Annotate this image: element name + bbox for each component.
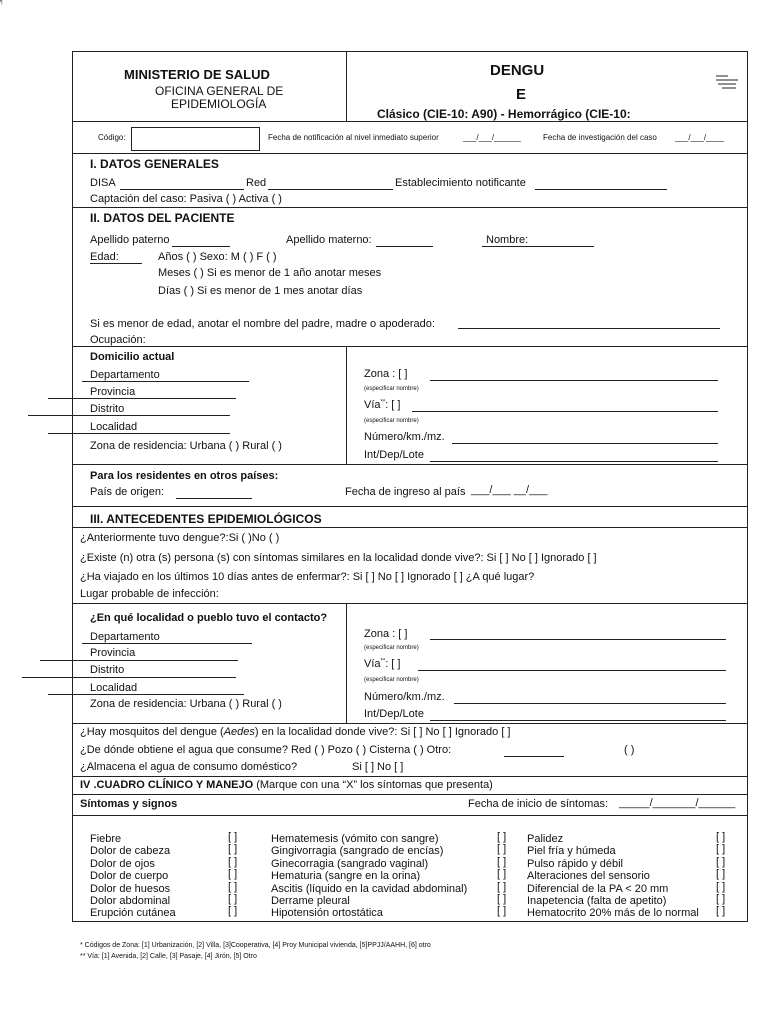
q-mosquitoes-italic: Aedes: [223, 726, 255, 738]
paternal-label: Apellido paterno: [90, 234, 170, 246]
q-similar-symptoms: ¿Existe (n) otra (s) persona (s) con síntomas similares en la localidad donde vive?: Si [ ] No [ ] Ignorado [ ]: [80, 552, 597, 564]
contact-int-field[interactable]: [430, 720, 726, 721]
notification-date-label: Fecha de notificación al nivel inmediato superior: [268, 133, 439, 142]
rule: [72, 815, 748, 816]
disa-label: DISA: [90, 177, 116, 189]
symptom-label: Alteraciones del sensorio: [527, 870, 650, 882]
red-field[interactable]: [268, 189, 393, 190]
onset-label: Fecha de inicio de síntomas:: [468, 798, 609, 810]
rule: [72, 153, 748, 154]
frame-right: [747, 51, 748, 921]
paternal-field[interactable]: [172, 246, 230, 247]
symptom-checkbox[interactable]: [ ]: [228, 905, 238, 917]
establishment-label: Establecimiento notificante: [395, 177, 526, 189]
domicile-zone-type: Zona de residencia: Urbana ( ) Rural ( ): [90, 440, 282, 452]
signs-title: Síntomas y signos: [80, 798, 178, 810]
symptom-checkbox[interactable]: [ ]: [228, 843, 238, 855]
age-field[interactable]: [90, 263, 142, 264]
origin-field[interactable]: [176, 498, 252, 499]
domicile-province: Provincia: [90, 386, 136, 398]
symptom-checkbox[interactable]: [ ]: [497, 881, 507, 893]
domicile-zone-field[interactable]: [430, 380, 718, 381]
symptom-label: Inapetencia (falta de apetito): [527, 895, 667, 907]
symptom-checkbox[interactable]: [ ]: [497, 843, 507, 855]
q-infection-place: Lugar probable de infección:: [80, 588, 219, 600]
contact-divider: [346, 603, 347, 723]
contact-via-specify: (especificar nombre): [364, 677, 419, 683]
symptom-label: Dolor abdominal: [90, 895, 171, 907]
symptom-checkbox[interactable]: [ ]: [497, 831, 507, 843]
ministry-name: MINISTERIO DE SALUD: [124, 67, 270, 82]
symptom-checkbox[interactable]: [ ]: [716, 868, 726, 880]
domicile-province-field[interactable]: [48, 398, 236, 399]
maternal-field[interactable]: [376, 246, 433, 247]
origin-label: País de origen:: [90, 486, 164, 498]
symptom-label: Dolor de cabeza: [90, 845, 171, 857]
entry-date-field[interactable]: ___/___ __/___: [471, 484, 548, 496]
domicile-via-specify: (especificar nombre): [364, 418, 419, 424]
contact-via-field[interactable]: [418, 670, 726, 671]
symptom-checkbox[interactable]: [ ]: [716, 905, 726, 917]
symptom-checkbox[interactable]: [ ]: [716, 843, 726, 855]
domicile-title: Domicilio actual: [90, 351, 175, 363]
symptom-label: Gingivorragia (sangrado de encías): [271, 845, 444, 857]
contact-district: Distrito: [90, 664, 125, 676]
symptom-checkbox[interactable]: [ ]: [497, 905, 507, 917]
symptom-checkbox[interactable]: [ ]: [228, 831, 238, 843]
symptom-checkbox[interactable]: [ ]: [716, 831, 726, 843]
symptom-label: Piel fría y húmeda: [527, 845, 616, 857]
rule: [72, 207, 748, 208]
symptom-checkbox[interactable]: [ ]: [228, 856, 238, 868]
age-days: Días ( ) Si es menor de 1 mes anotar días: [158, 285, 363, 297]
contact-province: Provincia: [90, 647, 136, 659]
symptom-checkbox[interactable]: [ ]: [716, 856, 726, 868]
domicile-department: Departamento: [90, 369, 160, 381]
rule: [72, 794, 748, 795]
symptom-label: Hipotensión ortostática: [271, 907, 383, 919]
frame-top: [72, 51, 748, 52]
minor-guardian-label: Si es menor de edad, anotar el nombre del padre, madre o apoderado:: [90, 318, 435, 330]
symptom-label: Ginecorragia (sangrado vaginal): [271, 858, 429, 870]
symptom-label: Dolor de ojos: [90, 858, 155, 870]
captation-label: Captación del caso: Pasiva ( ) Activa ( ): [90, 193, 282, 205]
domicile-via: Vía: [364, 399, 381, 411]
domicile-divider: [346, 346, 347, 464]
form-title-line1: DENGU: [490, 62, 545, 79]
symptom-label: Derrame pleural: [271, 895, 350, 907]
symptom-label: Palidez: [527, 833, 564, 845]
symptom-label: Dolor de cuerpo: [90, 870, 169, 882]
domicile-zone: Zona : [ ]: [364, 368, 408, 380]
symptom-checkbox[interactable]: [ ]: [497, 868, 507, 880]
symptom-label: Hematemesis (vómito con sangre): [271, 833, 439, 845]
water-other-field[interactable]: [504, 756, 564, 757]
symptom-checkbox[interactable]: [ ]: [228, 893, 238, 905]
age-years-sex: Años ( ) Sexo: M ( ) F ( ): [158, 251, 277, 263]
domicile-via-star: **: [380, 399, 386, 406]
contact-zone-specify: (especificar nombre): [364, 645, 419, 651]
name-field[interactable]: [482, 246, 594, 247]
footnote-via: ** Vía: [1] Avenida, [2] Calle, [3] Pasaje, [4] Jirón, [5] Otro: [80, 953, 257, 960]
header-divider: [346, 51, 347, 121]
domicile-zone-specify: (especificar nombre): [364, 386, 419, 392]
domicile-via-box: : [ ]: [385, 399, 401, 411]
symptom-checkbox[interactable]: [ ]: [228, 881, 238, 893]
rule: [72, 346, 748, 347]
symptom-label: Fiebre: [90, 833, 122, 845]
rule: [72, 527, 748, 528]
symptom-label: Diferencial de la PA < 20 mm: [527, 883, 669, 895]
red-label: Red: [246, 177, 267, 189]
q-mosquitoes-pre: ¿Hay mosquitos del dengue (: [80, 726, 224, 738]
rule: [72, 506, 748, 507]
contact-via: Vía: [364, 658, 381, 670]
q-water-storage-options: Si [ ] No [ ]: [352, 761, 404, 773]
section1-title: I. DATOS GENERALES: [90, 157, 219, 171]
contact-zone-field[interactable]: [430, 639, 726, 640]
contact-zone-type: Zona de residencia: Urbana ( ) Rural ( ): [90, 698, 282, 710]
contact-department: Departamento: [90, 631, 160, 643]
section4-note: (Marque con una “X” los síntomas que presenta): [253, 779, 493, 791]
contact-department-field[interactable]: [82, 643, 252, 644]
section3-title: III. ANTECEDENTES EPIDEMIOLÓGICOS: [90, 512, 322, 526]
rule: [72, 464, 748, 465]
domicile-int: Int/Dep/Lote: [364, 449, 424, 461]
domicile-number-field[interactable]: [452, 443, 718, 444]
age-label: Edad:: [90, 251, 119, 263]
contact-district-field[interactable]: [22, 677, 236, 678]
form-title-line2: E: [516, 86, 527, 103]
rule: [72, 776, 748, 777]
q-water-storage: ¿Almacena el agua de consumo doméstico?: [80, 761, 298, 773]
contact-province-field[interactable]: [40, 660, 238, 661]
domicile-int-field[interactable]: [430, 461, 718, 462]
contact-via-star: **: [380, 658, 386, 665]
symptom-label: Hematocrito 20% más de lo normal: [527, 907, 699, 919]
investigation-date-field[interactable]: ___/___/____: [675, 133, 724, 142]
contact-locality: Localidad: [90, 682, 138, 694]
corner-mark: ¶: [0, 0, 3, 6]
maternal-label: Apellido materno:: [286, 234, 372, 246]
office-line2: EPIDEMIOLOGÍA: [171, 97, 267, 111]
symptom-checkbox[interactable]: [ ]: [497, 893, 507, 905]
establishment-field[interactable]: [535, 189, 667, 190]
contact-title: ¿En qué localidad o pueblo tuvo el contacto?: [90, 612, 328, 624]
rule: [72, 121, 748, 122]
onset-field[interactable]: _____/_______/______: [619, 797, 736, 809]
domicile-department-field[interactable]: [82, 381, 249, 382]
notification-date-field[interactable]: ___/___/______: [463, 133, 521, 142]
rule: [72, 603, 748, 604]
contact-via-box: : [ ]: [385, 658, 401, 670]
contact-number: Número/km./mz.: [364, 691, 445, 703]
age-months: Meses ( ) Si es menor de 1 año anotar meses: [158, 267, 382, 279]
q-water-source: ¿De dónde obtiene el agua que consume? Red ( ) Pozo ( ) Cisterna ( ) Otro:: [80, 744, 452, 756]
form-subtitle: Clásico (CIE-10: A90) - Hemorrágico (CIE-10:: [377, 107, 631, 121]
investigation-date-label: Fecha de investigación del caso: [543, 133, 657, 142]
domicile-via-field[interactable]: [412, 411, 718, 412]
contact-int: Int/Dep/Lote: [364, 708, 424, 720]
symptom-checkbox[interactable]: [ ]: [716, 893, 726, 905]
contact-zone: Zona : [ ]: [364, 628, 408, 640]
symptom-label: Dolor de huesos: [90, 883, 171, 895]
section2-title: II. DATOS DEL PACIENTE: [90, 211, 235, 225]
q-travel: ¿Ha viajado en los últimos 10 días antes de enfermar?: Si [ ] No [ ] Ignorado [ ] ¿A qué lugar?: [80, 571, 535, 583]
domicile-district-field[interactable]: [28, 415, 230, 416]
entry-date-label: Fecha de ingreso al país: [345, 486, 466, 498]
occupation-label: Ocupación:: [90, 334, 146, 346]
symptom-label: Hematuria (sangre en la orina): [271, 870, 421, 882]
symptom-label: Erupción cutánea: [90, 907, 176, 919]
symptom-label: Ascitis (líquido en la cavidad abdominal): [271, 883, 468, 895]
name-label: Nombre:: [486, 234, 529, 246]
symptom-checkbox[interactable]: [ ]: [716, 881, 726, 893]
foreign-title: Para los residentes en otros países:: [90, 470, 279, 482]
symptom-checkbox[interactable]: [ ]: [228, 868, 238, 880]
symptom-checkbox[interactable]: [ ]: [497, 856, 507, 868]
rule: [72, 921, 748, 922]
domicile-district: Distrito: [90, 403, 125, 415]
code-input[interactable]: [131, 127, 260, 151]
contact-number-field[interactable]: [454, 703, 726, 704]
office-line1: OFICINA GENERAL DE: [155, 84, 284, 98]
domicile-locality: Localidad: [90, 421, 138, 433]
rule: [72, 723, 748, 724]
symptom-label: Pulso rápido y débil: [527, 858, 624, 870]
contact-locality-field[interactable]: [48, 694, 244, 695]
disa-field[interactable]: [120, 189, 244, 190]
domicile-number: Número/km./mz.: [364, 431, 445, 443]
frame-left: [72, 51, 73, 921]
q-water-end: ( ): [624, 744, 635, 756]
code-label: Código:: [98, 133, 126, 142]
section4-title: IV .CUADRO CLÍNICO Y MANEJO: [80, 779, 254, 791]
q-previous-dengue: ¿Anteriormente tuvo dengue?:Si ( )No ( ): [80, 532, 280, 544]
q-mosquitoes-post: ) en la localidad donde vive?: Si [ ] No [ ] Ignorado [ ]: [254, 726, 511, 738]
document-icon: [714, 74, 740, 97]
footnote-zone: * Códigos de Zona: [1] Urbanización, [2] Villa, [3]Cooperativa, [4] Proy Municipal vivienda, [5]PPJJ/AAHH, [6] otro: [80, 942, 431, 949]
guardian-field[interactable]: [458, 328, 720, 329]
domicile-locality-field[interactable]: [48, 433, 230, 434]
